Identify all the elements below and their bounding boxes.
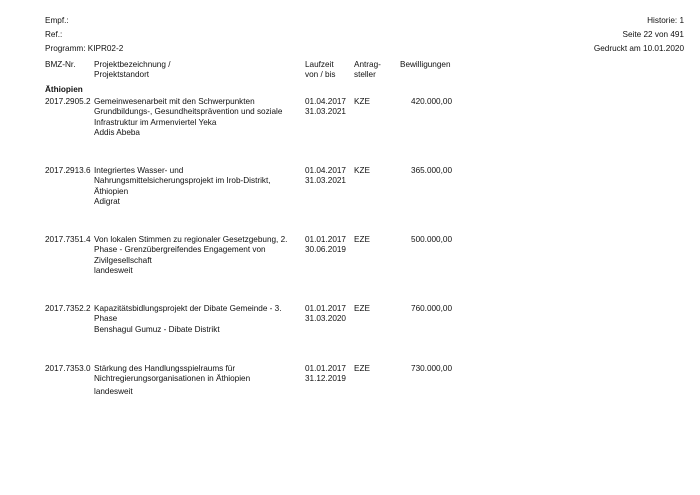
applicant: EZE [354, 304, 370, 313]
grant-amount: 420.000,00 [411, 97, 452, 106]
project-title-line: Zivilgesellschaft [94, 255, 152, 265]
duration [305, 235, 346, 256]
bmz-number: 2017.7352.2 [45, 304, 91, 313]
column-header-project-line2: Projektstandort [94, 70, 150, 80]
bmz-number: 2017.2905.2 [45, 97, 91, 106]
project-title [94, 166, 271, 197]
column-header-applicant [354, 60, 381, 81]
end-date: 30.06.2019 [305, 245, 346, 255]
grant-amount: 365.000,00 [411, 166, 452, 175]
print-date: Gedruckt am 10.01.2020 [593, 44, 684, 53]
grant-amount: 500.000,00 [411, 235, 452, 244]
end-date: 31.03.2021 [305, 107, 346, 117]
duration [305, 364, 346, 385]
column-header-applicant-line1: Antrag- [354, 60, 381, 69]
project-title-line: Grundbildungs-, Gesundheitsprävention und soziale [94, 107, 283, 117]
program-label: Programm: KIPR02-2 [45, 44, 124, 53]
column-header-duration [305, 60, 336, 81]
project-title-line: Infrastruktur im Armenviertel Yeka [94, 117, 217, 127]
project-location: landesweit [94, 266, 133, 275]
project-title-line: Von lokalen Stimmen zu regionaler Gesetzgebung, 2. [94, 235, 288, 244]
start-date: 01.01.2017 [305, 364, 346, 373]
section-country-heading: Äthiopien [45, 85, 83, 94]
start-date: 01.04.2017 [305, 166, 346, 175]
bmz-number: 2017.7351.4 [45, 235, 91, 244]
project-title [94, 364, 250, 385]
start-date: 01.01.2017 [305, 235, 346, 244]
applicant: EZE [354, 235, 370, 244]
duration [305, 97, 346, 118]
project-title-line: Phase - Grenzübergreifendes Engagement von [94, 245, 266, 255]
column-header-bmz: BMZ-Nr. [45, 60, 76, 69]
column-header-duration-line1: Laufzeit [305, 60, 334, 69]
duration [305, 304, 346, 325]
project-location: landesweit [94, 387, 133, 396]
column-header-grants: Bewilligungen [400, 60, 451, 69]
project-location: Benshagul Gumuz - Dibate Distrikt [94, 325, 220, 334]
project-title-line: Phase [94, 314, 118, 324]
project-location: Adigrat [94, 197, 120, 206]
recipient-label: Empf.: [45, 16, 69, 25]
column-header-duration-line2: von / bis [305, 70, 336, 80]
grant-amount: 760.000,00 [411, 304, 452, 313]
project-title-line: Gemeinwesenarbeit mit den Schwerpunkten [94, 97, 255, 106]
project-title-line: Integriertes Wasser- und [94, 166, 184, 175]
start-date: 01.01.2017 [305, 304, 346, 313]
project-title-line: Äthiopien [94, 186, 129, 196]
project-title-line: Nahrungsmittelsicherungsprojekt im Irob-Distrikt, [94, 176, 271, 186]
start-date: 01.04.2017 [305, 97, 346, 106]
project-title [94, 235, 287, 266]
bmz-number: 2017.2913.6 [45, 166, 91, 175]
column-header-project-line1: Projektbezeichnung / [94, 60, 171, 69]
column-header-project [94, 60, 170, 81]
applicant: KZE [354, 166, 370, 175]
applicant: KZE [354, 97, 370, 106]
applicant: EZE [354, 364, 370, 373]
page-number: Seite 22 von 491 [622, 30, 684, 39]
column-header-applicant-line2: steller [354, 70, 376, 80]
reference-label: Ref.: [45, 30, 63, 39]
end-date: 31.03.2020 [305, 314, 346, 324]
project-title-line: Kapazitätsbidlungsprojekt der Dibate Gemeinde - 3. [94, 304, 282, 313]
duration [305, 166, 346, 187]
end-date: 31.12.2019 [305, 374, 346, 384]
project-title [94, 97, 282, 128]
end-date: 31.03.2021 [305, 176, 346, 186]
history-label: Historie: 1 [647, 16, 684, 25]
project-title [94, 304, 282, 325]
project-title-line: Nichtregierungsorganisationen in Äthiopien [94, 374, 251, 384]
project-title-line: Stärkung des Handlungsspielraums für [94, 364, 236, 373]
bmz-number: 2017.7353.0 [45, 364, 91, 373]
project-location: Addis Abeba [94, 128, 140, 137]
grant-amount: 730.000,00 [411, 364, 452, 373]
